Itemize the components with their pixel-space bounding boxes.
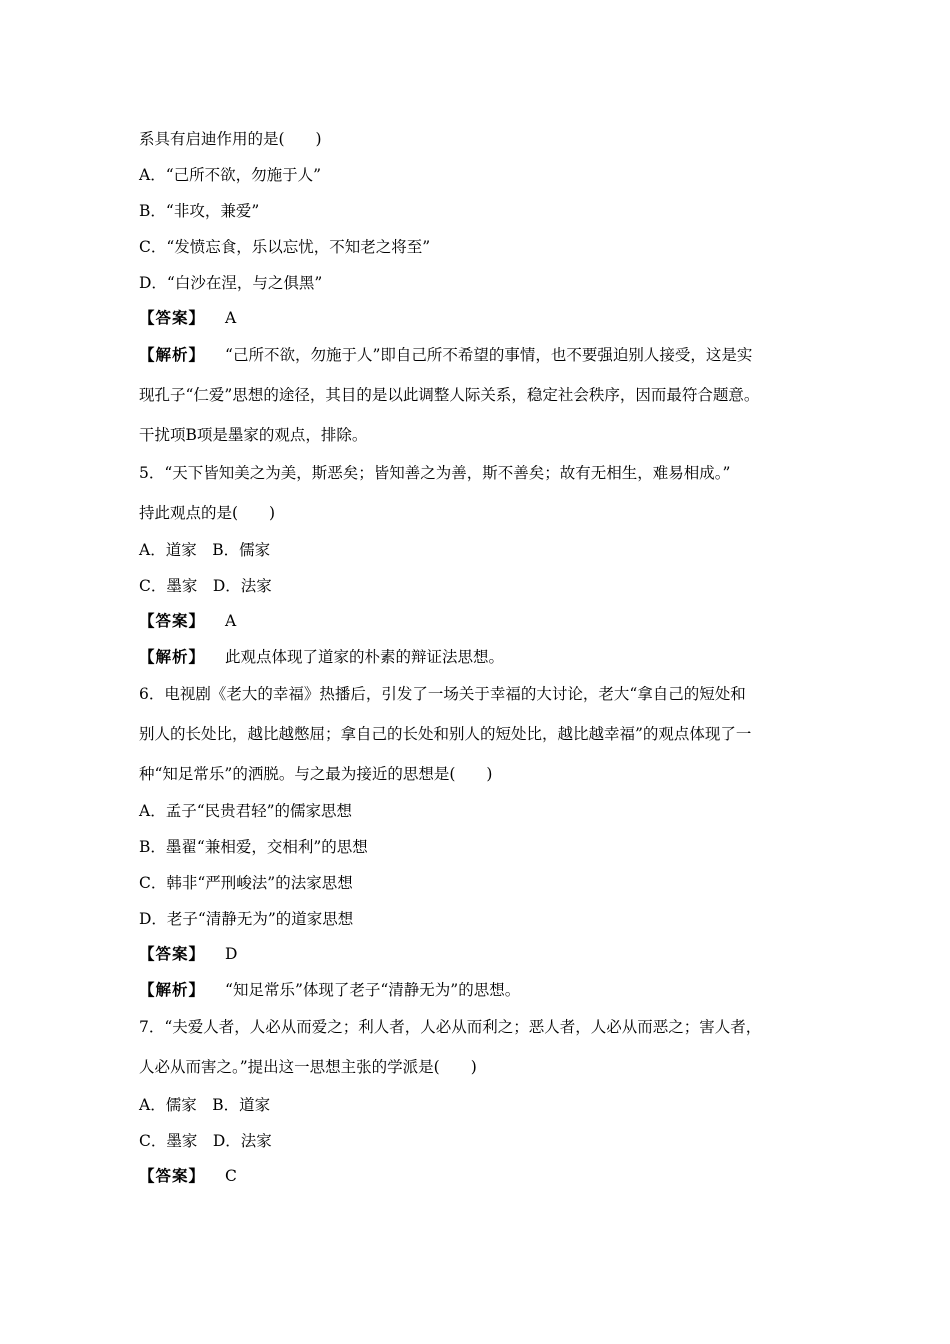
question-5-options-cd: C．墨家 D．法家 (139, 577, 272, 595)
question-5-stem-line-2: 持此观点的是( ) (139, 504, 276, 522)
answer-label: 【答案】 (139, 612, 206, 630)
question-6-stem-line-3: 种“知足常乐”的洒脱。与之最为接近的思想是( ) (139, 765, 493, 783)
analysis-label: 【解析】 (139, 346, 206, 364)
question-7-stem: 7．“夫爱人者，人必从而爱之；利人者，人必从而利之；恶人者，人必从而恶之；害人者， (139, 1018, 762, 1036)
question-4-option-d: D．“白沙在涅，与之俱黑” (139, 274, 323, 292)
answer-value: C (225, 1167, 237, 1185)
analysis-label: 【解析】 (139, 648, 206, 666)
question-6-option-c: C．韩非“严刑峻法”的法家思想 (139, 874, 353, 892)
question-6-stem: 6．电视剧《老大的幸福》热播后，引发了一场关于幸福的大讨论，老大“拿自己的短处和 (139, 685, 746, 703)
question-7-options-ab: A．儒家 B．道家 (139, 1096, 271, 1114)
answer-value: A (225, 612, 237, 630)
question-6-option-b: B．墨翟“兼相爱，交相利”的思想 (139, 838, 368, 856)
question-5-options-ab: A．道家 B．儒家 (139, 541, 271, 559)
question-4-option-b: B．“非攻，兼爱” (139, 202, 260, 220)
answer-value: A (225, 309, 237, 327)
question-6-option-a: A．孟子“民贵君轻”的儒家思想 (139, 802, 353, 820)
analysis-text: “己所不欲，勿施于人”即自己所不希望的事情，也不要强迫别人接受，这是实 (225, 346, 753, 364)
analysis-text: 此观点体现了道家的朴素的辩证法思想。 (225, 648, 505, 666)
question-4-answer (139, 307, 236, 329)
analysis-label: 【解析】 (139, 981, 206, 999)
question-7-answer (139, 1165, 237, 1187)
question-4-option-a: A．“己所不欲，勿施于人” (139, 166, 322, 184)
question-7-stem-line-2: 人必从而害之。”提出这一思想主张的学派是( ) (139, 1058, 477, 1076)
question-4-stem-continued: 系具有启迪作用的是( ) (139, 130, 322, 148)
question-4-analysis-line-3: 干扰项B项是墨家的观点，排除。 (139, 426, 368, 444)
question-4-analysis (139, 344, 752, 366)
answer-label: 【答案】 (139, 1167, 206, 1185)
question-5-answer (139, 610, 236, 632)
analysis-text: “知足常乐”体现了老子“清静无为”的思想。 (225, 981, 521, 999)
question-6-option-d: D．老子“清静无为”的道家思想 (139, 910, 354, 928)
answer-label: 【答案】 (139, 309, 206, 327)
question-6-stem-line-2: 别人的长处比，越比越憋屈；拿自己的长处和别人的短处比，越比越幸福”的观点体现了一 (139, 725, 752, 743)
question-4-analysis-line-2: 现孔子“仁爱”思想的途径，其目的是以此调整人际关系，稳定社会秩序，因而最符合题意。 (139, 386, 760, 404)
question-6-analysis (139, 979, 520, 1001)
question-7-options-cd: C．墨家 D．法家 (139, 1132, 272, 1150)
answer-label: 【答案】 (139, 945, 206, 963)
question-4-option-c: C．“发愤忘食，乐以忘忧，不知老之将至” (139, 238, 431, 256)
question-5-stem: 5．“天下皆知美之为美，斯恶矣；皆知善之为善，斯不善矣；故有无相生，难易相成。” (139, 464, 731, 482)
question-6-answer (139, 943, 237, 965)
question-5-analysis (139, 646, 504, 668)
answer-value: D (225, 945, 238, 963)
